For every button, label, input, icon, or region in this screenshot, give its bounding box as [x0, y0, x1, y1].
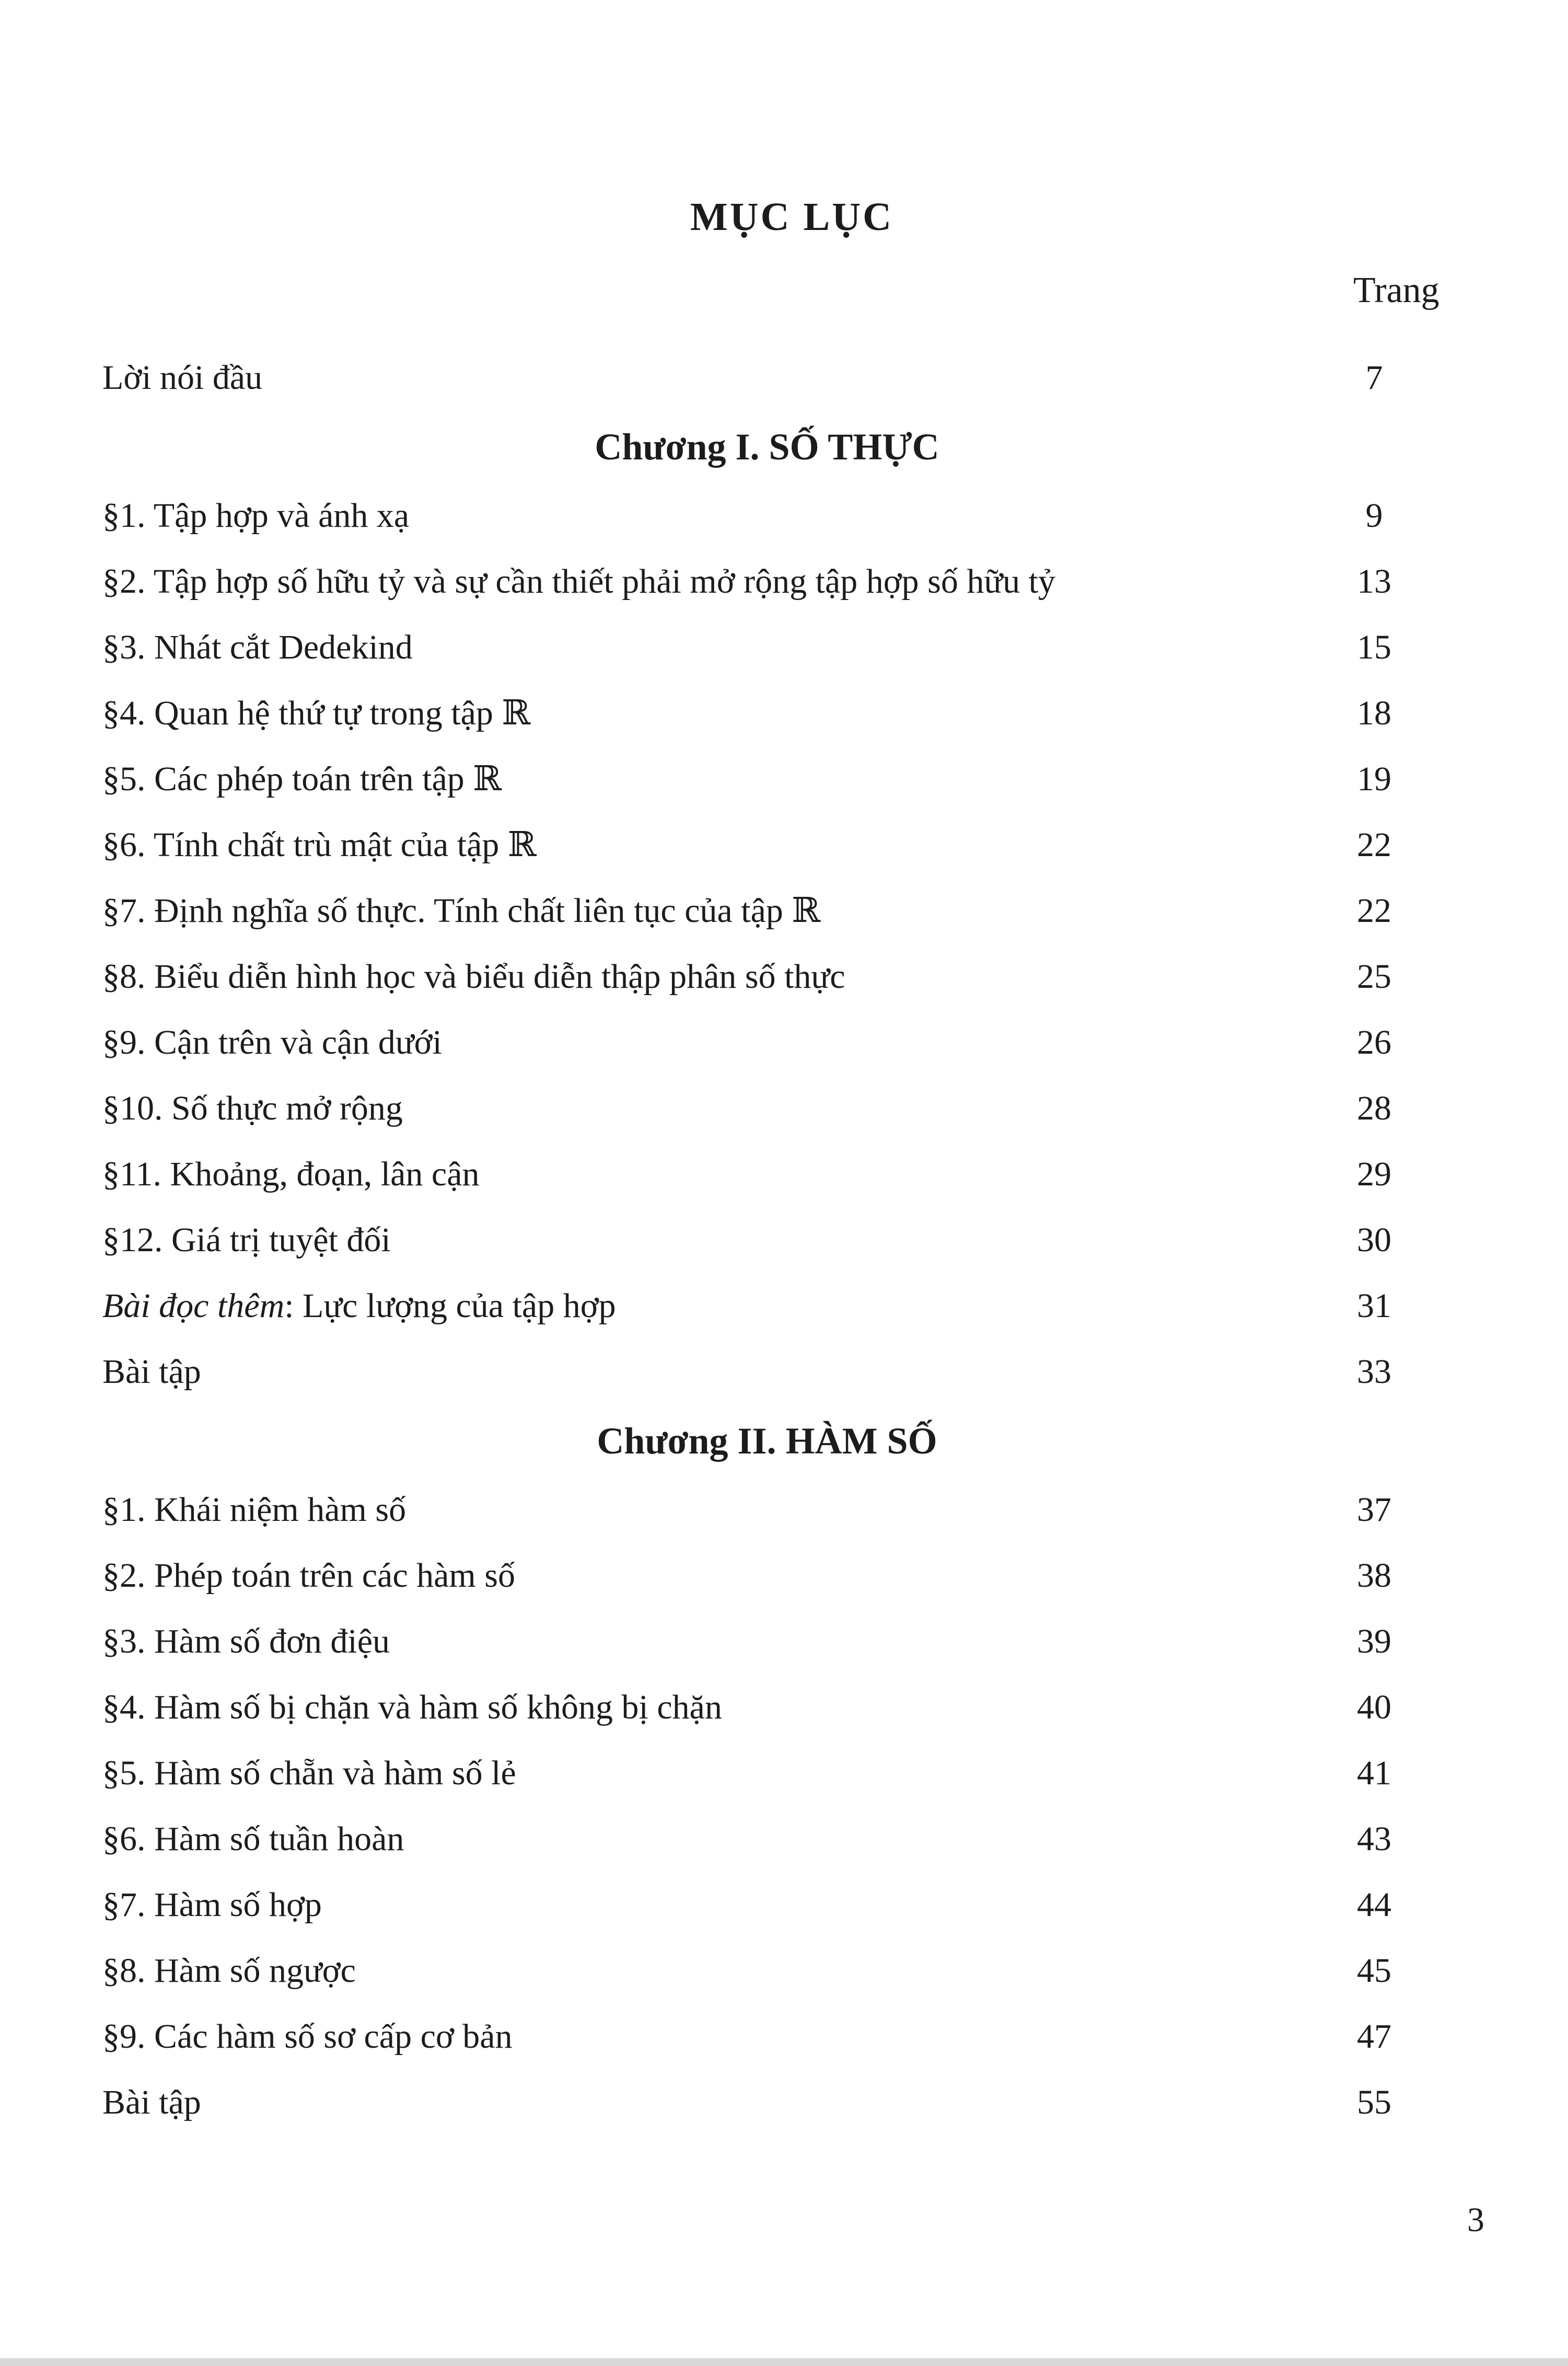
toc-entry-page: 47	[1357, 2017, 1391, 2056]
toc-entry-page: 31	[1357, 1287, 1391, 1325]
toc-entry-page: 44	[1357, 1886, 1391, 1924]
toc-entry-label: §12. Giá trị tuyệt đối	[102, 1221, 391, 1259]
toc-entry-page: 22	[1357, 892, 1391, 930]
table-of-contents	[102, 345, 1432, 2136]
toc-entry	[102, 615, 1432, 680]
toc-entry-page: 22	[1357, 826, 1391, 864]
toc-entry-page: 45	[1357, 1952, 1391, 1990]
toc-entry-page: 7	[1365, 359, 1383, 397]
toc-entry	[102, 1207, 1432, 1273]
toc-entry	[102, 878, 1432, 944]
toc-entry-page: 41	[1357, 1754, 1391, 1792]
toc-entry-page: 28	[1357, 1089, 1391, 1127]
toc-entry-page: 37	[1357, 1491, 1391, 1529]
toc-entry	[102, 1806, 1432, 1872]
toc-entry-exercises	[102, 2070, 1432, 2136]
toc-entry-page: 15	[1357, 628, 1391, 666]
toc-entry-exercises	[102, 1339, 1432, 1405]
toc-entry-page: 25	[1357, 957, 1391, 996]
toc-entry-label: Bài tập	[102, 2083, 201, 2121]
toc-entry-label: §4. Hàm số bị chặn và hàm số không bị chặn	[102, 1688, 722, 1726]
toc-entry-page: 33	[1357, 1353, 1391, 1391]
toc-entry-label: §9. Các hàm số sơ cấp cơ bản	[102, 2017, 513, 2056]
toc-entry-label: §1. Tập hợp và ánh xạ	[102, 497, 410, 535]
toc-entry	[102, 812, 1432, 878]
toc-entry-label: §4. Quan hệ thứ tự trong tập ℝ	[102, 694, 531, 732]
toc-entry-page: 9	[1365, 497, 1383, 535]
toc-entry	[102, 1675, 1432, 1740]
toc-entry-reading	[102, 1273, 1432, 1339]
toc-entry-page: 18	[1357, 694, 1391, 732]
toc-entry-label: §2. Phép toán trên các hàm số	[102, 1556, 515, 1595]
toc-entry-label: §8. Biểu diễn hình học và biểu diễn thập phân số thực	[102, 957, 845, 996]
toc-entry-label: §1. Khái niệm hàm số	[102, 1491, 406, 1529]
toc-entry-label: §6. Tính chất trù mật của tập ℝ	[102, 826, 537, 864]
toc-entry-label: §3. Hàm số đơn điệu	[102, 1622, 390, 1660]
toc-entry	[102, 680, 1432, 746]
toc-entry-page: 40	[1357, 1688, 1391, 1726]
toc-entry-page: 55	[1357, 2083, 1391, 2121]
toc-entry-page: 43	[1357, 1820, 1391, 1858]
toc-entry-label: §5. Các phép toán trên tập ℝ	[102, 760, 502, 798]
toc-entry	[102, 1141, 1432, 1207]
toc-entry	[102, 2004, 1432, 2070]
toc-entry	[102, 944, 1432, 1010]
toc-entry-page: 29	[1357, 1155, 1391, 1193]
reading-prefix: Bài đọc thêm	[102, 1287, 285, 1325]
scan-edge	[0, 2358, 1568, 2366]
chapter-heading: Chương II. HÀM SỐ	[597, 1420, 937, 1462]
toc-entry-label: Bài tập	[102, 1353, 201, 1391]
toc-entry	[102, 549, 1432, 615]
toc-entry-label: §2. Tập hợp số hữu tỷ và sự cần thiết phải mở rộng tập hợp số hữu tỷ	[102, 562, 1055, 601]
toc-entry	[102, 1938, 1432, 2004]
reading-title: : Lực lượng của tập hợp	[284, 1287, 616, 1325]
chapter-heading: Chương I. SỐ THỰC	[595, 426, 939, 468]
toc-entry-label: §11. Khoảng, đoạn, lân cận	[102, 1155, 480, 1193]
toc-entry	[102, 1076, 1432, 1141]
toc-entry	[102, 483, 1432, 549]
toc-entry-label: §9. Cận trên và cận dưới	[102, 1023, 442, 1061]
toc-entry-label: §5. Hàm số chẵn và hàm số lẻ	[102, 1754, 516, 1792]
toc-entry-label	[102, 1273, 616, 1339]
page-title: MỤC LỤC	[690, 195, 893, 239]
toc-entry-label: §10. Số thực mở rộng	[102, 1089, 403, 1127]
toc-entry	[102, 746, 1432, 812]
toc-entry	[102, 1010, 1432, 1076]
page-column-header: Trang	[1353, 270, 1439, 310]
toc-entry-page: 30	[1357, 1221, 1391, 1259]
toc-entry	[102, 1477, 1432, 1543]
toc-entry-label: §6. Hàm số tuần hoàn	[102, 1820, 404, 1858]
toc-entry-page: 39	[1357, 1622, 1391, 1660]
toc-entry	[102, 1543, 1432, 1609]
toc-entry	[102, 1609, 1432, 1675]
toc-entry-preface	[102, 345, 1432, 411]
page-number: 3	[1467, 2201, 1484, 2239]
toc-entry	[102, 1872, 1432, 1938]
toc-entry-page: 19	[1357, 760, 1391, 798]
toc-entry-page: 26	[1357, 1023, 1391, 1061]
toc-entry-label: §7. Định nghĩa số thực. Tính chất liên tục của tập ℝ	[102, 892, 821, 930]
toc-entry-page: 38	[1357, 1556, 1391, 1595]
toc-entry-label: §7. Hàm số hợp	[102, 1886, 322, 1924]
toc-entry-page: 13	[1357, 562, 1391, 601]
toc-entry	[102, 1740, 1432, 1806]
toc-entry-label: §8. Hàm số ngược	[102, 1952, 356, 1990]
toc-entry-label: Lời nói đầu	[102, 359, 263, 397]
toc-entry-label: §3. Nhát cắt Dedekind	[102, 628, 413, 666]
